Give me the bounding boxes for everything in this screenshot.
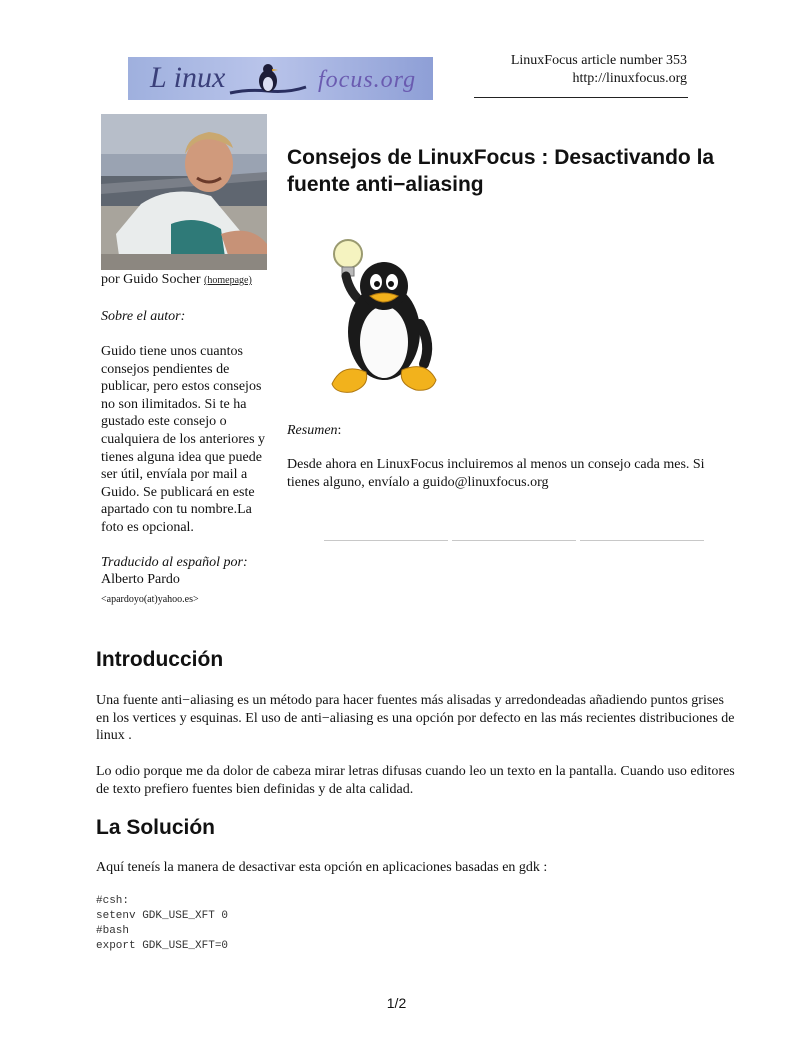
intro-heading: Introducción [96,648,224,671]
solution-paragraph: Aquí teneís la manera de desactivar esta opción en aplicaciones basadas en gdk : [96,860,548,875]
byline [101,272,252,288]
summary-label: Resumen [287,423,338,438]
homepage-link[interactable]: (homepage) [204,275,252,286]
linuxfocus-logo [128,57,433,100]
site-url[interactable]: http://linuxfocus.org [572,71,687,86]
article-number: LinuxFocus article number 353 [510,53,687,68]
header-rule [474,97,688,98]
separator-line [452,540,576,541]
page-number: 1/2 [386,995,407,1011]
author-name: por Guido Socher [101,272,201,287]
author-photo [101,114,267,270]
summary-heading: Resumen: [287,423,342,438]
about-author-heading: Sobre el autor: [101,309,186,324]
separator-line [580,540,704,541]
separator-line [324,540,448,541]
intro-paragraph: Una fuente anti−aliasing es un método para hacer fuentes más alisadas y arredondeadas añadiendo puntos grises en los vertices y esquinas. El uso de anti−aliasing es una opción por defecto en las más recientes distribuciones de linux . [96,693,735,744]
logo-text-left: L inux [150,61,226,94]
intro-paragraph: Lo odio porque me da dolor de cabeza mirar letras difusas cuando leo un texto en la pantalla. Cuando uso editores de texto prefiero fuentes bien definidas y de alta calidad. [96,764,735,797]
about-author-text: Guido tiene unos cuantos consejos pendientes de publicar, pero estos consejos no son ilimitados. Si te ha gustado este consejo o cualquiera de los anteriores y tienes alguna idea que puede ser útil, envíala por mail a Guido. Se publicará en este apartado con tu nombre.La foto es opcional. [101,344,266,535]
summary-text: Desde ahora en LinuxFocus incluiremos al menos un consejo cada mes. Si tienes alguno, envíalo a guido@linuxfocus.org [287,457,705,490]
translator-name: Alberto Pardo [101,572,180,587]
header-info [511,52,687,88]
translator-email: <apardoyo(at)yahoo.es> [101,594,199,605]
logo-penguin-icon [228,63,308,97]
article-title: Consejos de LinuxFocus : Desactivando la fuente anti−aliasing [287,146,715,196]
code-block: #csh: setenv GDK_USE_XFT 0 #bash export GDK_USE_XFT=0 [96,895,229,952]
logo-text-right: focus.org [318,67,417,93]
tux-lightbulb-icon [326,234,442,394]
solution-heading: La Solución [96,816,216,839]
translation-heading: Traducido al español por: [101,555,248,570]
